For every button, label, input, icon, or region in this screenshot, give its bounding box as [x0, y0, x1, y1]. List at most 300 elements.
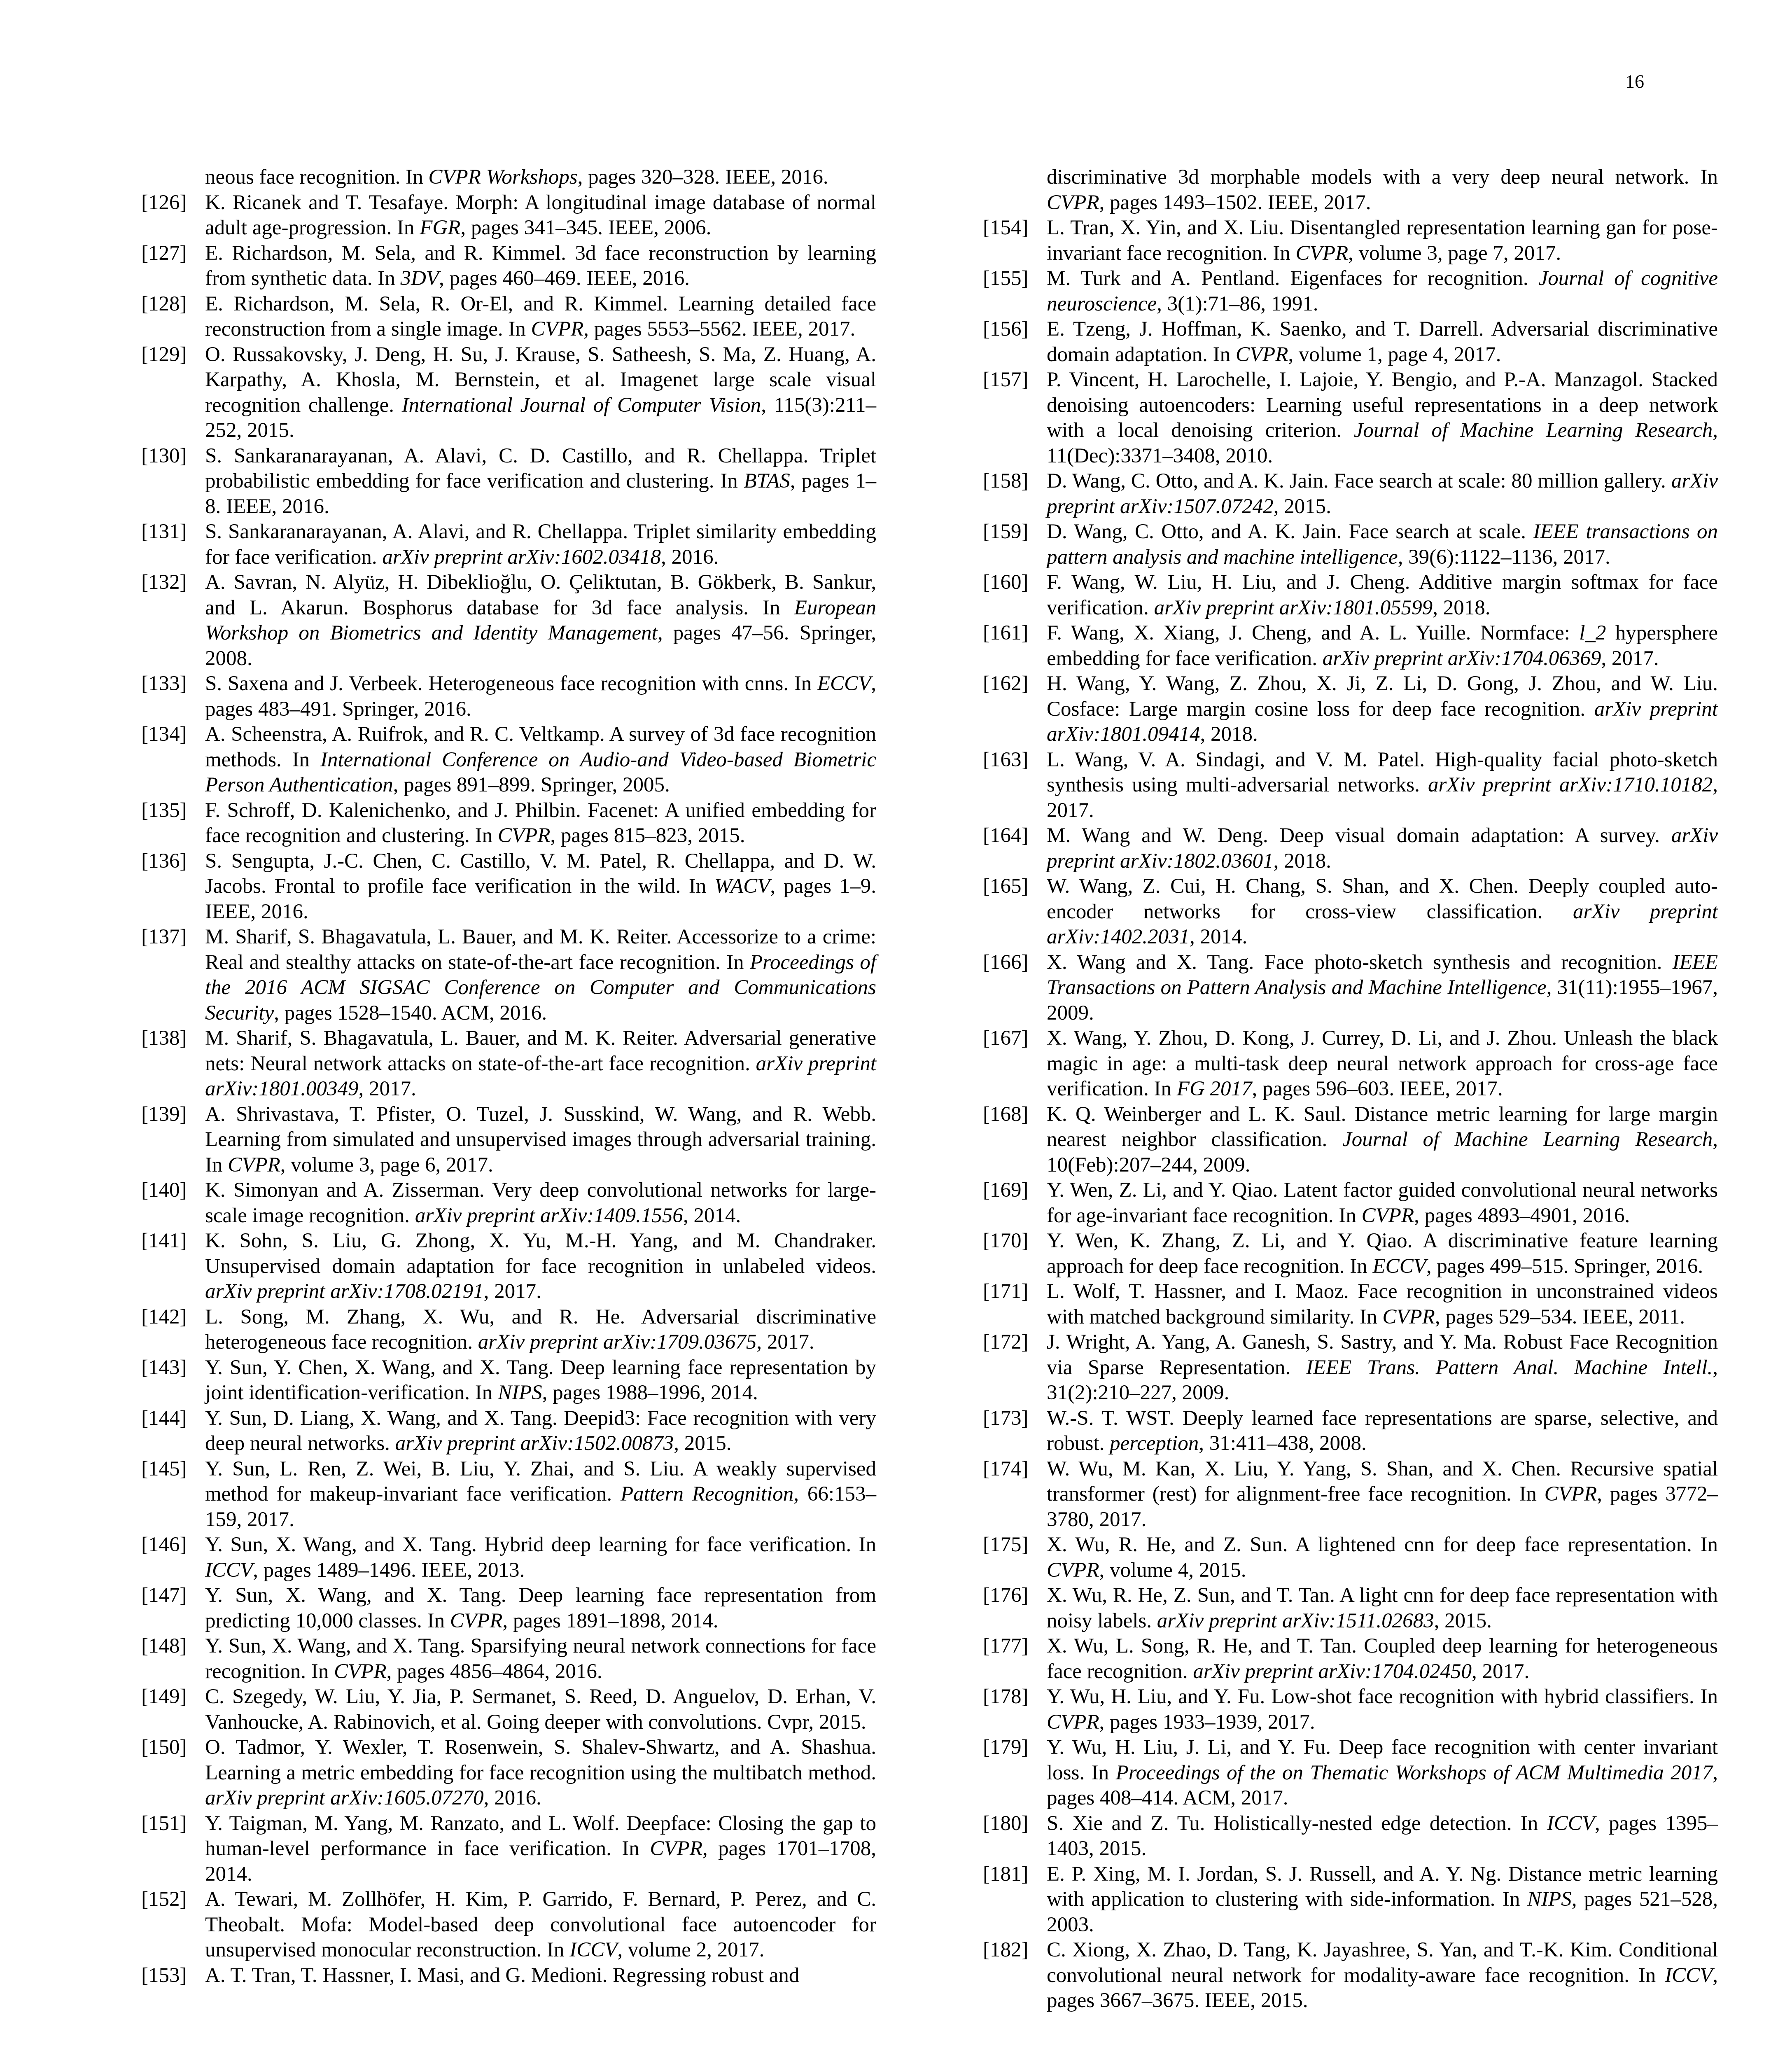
reference-segment: , pages 529–534. IEEE, 2011. [1435, 1305, 1685, 1328]
reference-entry [983, 1938, 1718, 2014]
reference-segment: C. Szegedy, W. Liu, Y. Jia, P. Sermanet, S. Reed, D. Anguelov, D. Erhan, V. Vanhoucke, A. Rabinovich, et al. Going deeper with convolutions. Cvpr, 2015. [205, 1685, 876, 1734]
reference-venue: CVPR [1361, 1204, 1414, 1227]
reference-text [983, 1102, 1718, 1178]
reference-number: [147] [141, 1584, 187, 1607]
reference-entry [983, 317, 1718, 367]
reference-segment: , pages 408–414. ACM, 2017. [1047, 1761, 1718, 1809]
reference-segment: , 31(11):1955–1967, 2009. [1047, 976, 1718, 1025]
reference-venue: CVPR [497, 824, 551, 847]
reference-segment: , pages 5553–5562. IEEE, 2017. [583, 317, 856, 341]
reference-venue: Journal of Machine Learning Research [1342, 1128, 1713, 1151]
reference-text [983, 215, 1718, 266]
reference-venue: European Workshop on Biometrics and Identity Management [205, 596, 876, 644]
reference-venue: arXiv preprint arXiv:1801.05599 [1154, 596, 1433, 619]
reference-venue: CVPR Workshops [428, 166, 578, 189]
reference-text [983, 1862, 1718, 1938]
reference-entry [141, 1887, 876, 1963]
reference-entry [983, 519, 1718, 570]
reference-number: [175] [983, 1533, 1029, 1556]
reference-entry [141, 671, 876, 722]
reference-text [141, 849, 876, 925]
reference-text [983, 1026, 1718, 1102]
reference-segment: S. Sankaranarayanan, A. Alavi, C. D. Castillo, and R. Chellappa. Triplet probabilistic embedding for face verification and clustering. In [205, 444, 876, 493]
reference-venue: BTAS [744, 469, 790, 493]
reference-segment: , pages 4856–4864, 2016. [386, 1660, 602, 1683]
reference-venue: arXiv preprint arXiv:1710.10182 [1428, 773, 1713, 796]
reference-text [141, 1963, 876, 1989]
reference-entry [141, 849, 876, 925]
reference-segment: , 31:411–438, 2008. [1199, 1432, 1367, 1455]
reference-number: [133] [141, 672, 187, 695]
reference-text [983, 671, 1718, 747]
reference-number: [160] [983, 571, 1029, 594]
references-column-right [983, 165, 1718, 2014]
reference-entry [141, 570, 876, 671]
reference-text [983, 266, 1718, 317]
reference-text [141, 1305, 876, 1355]
reference-venue: CVPR [334, 1660, 387, 1683]
reference-text [983, 823, 1718, 874]
reference-text [983, 1228, 1718, 1279]
reference-venue: CVPR [1235, 343, 1288, 366]
reference-segment: M. Wang and W. Deng. Deep visual domain adaptation: A survey. [1047, 824, 1671, 847]
reference-segment: A. Scheenstra, A. Ruifrok, and R. C. Veltkamp. A survey of 3d face recognition methods. In [205, 723, 876, 771]
reference-segment: , volume 4, 2015. [1099, 1558, 1246, 1582]
reference-text [141, 1178, 876, 1228]
reference-venue: arXiv preprint arXiv:1507.07242 [1047, 469, 1718, 518]
reference-segment: , pages 596–603. IEEE, 2017. [1252, 1077, 1503, 1100]
reference-segment: , 2018. [1273, 849, 1331, 873]
reference-segment: Y. Wen, Z. Li, and Y. Qiao. Latent factor guided convolutional neural networks for age-invariant face recognition. In [1047, 1179, 1718, 1227]
reference-segment: L. Song, M. Zhang, X. Wu, and R. He. Adversarial discriminative heterogeneous face recognition. [205, 1305, 876, 1354]
reference-entry [983, 367, 1718, 469]
reference-segment: , pages 1528–1540. ACM, 2016. [274, 1001, 547, 1025]
reference-text [141, 165, 876, 190]
reference-number: [128] [141, 292, 187, 315]
reference-segment: D. Wang, C. Otto, and A. K. Jain. Face search at scale. [1047, 520, 1533, 543]
reference-text [983, 1178, 1718, 1228]
reference-segment: Y. Sun, D. Liang, X. Wang, and X. Tang. Deepid3: Face recognition with very deep neural networks. [205, 1406, 876, 1455]
reference-entry [983, 1102, 1718, 1178]
reference-venue: CVPR [450, 1609, 503, 1632]
reference-venue: ICCV [1547, 1812, 1595, 1835]
reference-venue: arXiv preprint arXiv:1704.02450 [1193, 1660, 1472, 1683]
reference-segment: , pages 47–56. Springer, 2008. [205, 621, 876, 670]
reference-segment: E. P. Xing, M. I. Jordan, S. J. Russell, and A. Y. Ng. Distance metric learning with application to clustering with side-information. In [1047, 1862, 1718, 1911]
reference-entry [141, 1406, 876, 1457]
reference-segment: , pages 521–528, 2003. [1047, 1888, 1718, 1936]
reference-text [983, 1532, 1718, 1583]
reference-segment: , 2018. [1200, 723, 1258, 746]
reference-venue: arXiv preprint arXiv:1801.00349 [205, 1052, 877, 1100]
reference-entry [983, 1735, 1718, 1811]
reference-segment: O. Tadmor, Y. Wexler, T. Rosenwein, S. Shalev-Shwartz, and A. Shashua. Learning a metric embedding for face recognition using the multibatch method. [205, 1736, 876, 1784]
reference-segment: , 39(6):1122–1136, 2017. [1398, 545, 1610, 569]
reference-text [141, 1406, 876, 1457]
reference-entry [983, 1026, 1718, 1102]
reference-text [141, 798, 876, 849]
reference-segment: P. Vincent, H. Larochelle, I. Lajoie, Y. Bengio, and P.-A. Manzagol. Stacked denoising autoencoders: Learning useful representations in a deep network with a local denoising criterion. [1047, 368, 1718, 442]
reference-text [141, 671, 876, 722]
reference-segment: , pages 1493–1502. IEEE, 2017. [1099, 191, 1371, 214]
reference-text [983, 1330, 1718, 1406]
reference-venue: FG 2017 [1176, 1077, 1252, 1100]
reference-number: [156] [983, 317, 1029, 341]
reference-segment: Y. Sun, X. Wang, and X. Tang. Sparsifying neural network connections for face recognition. In [205, 1634, 876, 1683]
reference-entry [141, 1355, 876, 1406]
reference-segment: , pages 1395–1403, 2015. [1047, 1812, 1718, 1860]
reference-entry [141, 1457, 876, 1533]
reference-continuation [983, 165, 1718, 215]
reference-segment: L. Tran, X. Yin, and X. Liu. Disentangled representation learning gan for pose-invariant face recognition. In [1047, 216, 1718, 265]
reference-segment: , pages 1933–1939, 2017. [1099, 1710, 1315, 1734]
reference-segment: O. Russakovsky, J. Deng, H. Su, J. Krause, S. Satheesh, S. Ma, Z. Huang, A. Karpathy, A. Khosla, M. Bernstein, et al. Imagenet large scale visual recognition challenge. [205, 343, 876, 417]
reference-segment: , pages 815–823, 2015. [550, 824, 745, 847]
reference-text [983, 1684, 1718, 1735]
reference-number: [169] [983, 1179, 1029, 1202]
reference-venue: NIPS [1527, 1888, 1572, 1911]
reference-venue: CVPR [1047, 1710, 1099, 1734]
reference-text [141, 1228, 876, 1305]
reference-number: [126] [141, 191, 187, 214]
reference-entry [141, 1026, 876, 1102]
reference-venue: Journal of cognitive neuroscience [1047, 267, 1718, 315]
reference-entry [141, 519, 876, 570]
reference-segment: F. Wang, X. Xiang, J. Cheng, and A. L. Yuille. Normface: [1047, 621, 1580, 644]
reference-number: [129] [141, 343, 187, 366]
reference-venue: arXiv preprint arXiv:1709.03675 [478, 1331, 757, 1354]
reference-segment: , volume 1, page 4, 2017. [1288, 343, 1501, 366]
reference-text [983, 1406, 1718, 1457]
reference-entry [141, 1228, 876, 1305]
reference-segment: , volume 3, page 6, 2017. [280, 1153, 493, 1177]
reference-number: [157] [983, 368, 1029, 391]
reference-segment: , pages 1701–1708, 2014. [205, 1837, 876, 1886]
reference-number: [173] [983, 1406, 1029, 1430]
reference-number: [154] [983, 216, 1029, 239]
reference-venue: CVPR [531, 317, 584, 341]
reference-number: [134] [141, 723, 187, 746]
reference-entry [141, 1178, 876, 1228]
reference-segment: L. Wang, V. A. Sindagi, and V. M. Patel. High-quality facial photo-sketch synthesis using multi-adversarial networks. [1047, 748, 1718, 796]
reference-venue: arXiv preprint arXiv:1409.1556 [415, 1204, 683, 1227]
reference-entry [983, 1862, 1718, 1938]
reference-number: [162] [983, 672, 1029, 695]
reference-entry [141, 1963, 876, 1989]
reference-segment: A. T. Tran, T. Hassner, I. Masi, and G. Medioni. Regressing robust and [205, 1963, 800, 1987]
reference-segment: , volume 3, page 7, 2017. [1348, 241, 1561, 265]
reference-number: [151] [141, 1812, 187, 1835]
reference-entry [141, 1684, 876, 1735]
reference-entry [983, 1330, 1718, 1406]
reference-entry [983, 469, 1718, 519]
reference-number: [139] [141, 1102, 187, 1126]
reference-number: [144] [141, 1406, 187, 1430]
reference-venue: arXiv preprint arXiv:1502.00873 [395, 1432, 674, 1455]
reference-segment: Y. Wu, H. Liu, and Y. Fu. Low-shot face recognition with hybrid classifiers. In [1047, 1685, 1718, 1708]
reference-entry [983, 1457, 1718, 1533]
reference-segment: S. Saxena and J. Verbeek. Heterogeneous face recognition with cnns. In [205, 672, 817, 695]
reference-venue: arXiv preprint arXiv:1708.02191 [205, 1280, 484, 1303]
reference-number: [141] [141, 1229, 187, 1252]
reference-text [983, 1634, 1718, 1684]
reference-segment: , 2014. [1190, 925, 1248, 948]
reference-entry [983, 1178, 1718, 1228]
reference-segment: Y. Sun, X. Wang, and X. Tang. Deep learning face representation from predicting 10,000 classes. In [205, 1584, 876, 1632]
reference-venue: CVPR [1047, 1558, 1099, 1582]
reference-entry [141, 1583, 876, 1634]
reference-venue: CVPR [1544, 1482, 1597, 1506]
reference-venue: WACV [714, 875, 770, 898]
reference-segment: W. Wang, Z. Cui, H. Chang, S. Shan, and X. Chen. Deeply coupled auto-encoder networks for cross-view classification. [1047, 875, 1718, 923]
reference-entry [983, 823, 1718, 874]
reference-venue: arXiv preprint arXiv:1605.07270 [205, 1786, 484, 1809]
reference-number: [164] [983, 824, 1029, 847]
reference-entry [983, 1634, 1718, 1684]
reference-number: [142] [141, 1305, 187, 1328]
reference-text [141, 1887, 876, 1963]
reference-number: [146] [141, 1533, 187, 1556]
reference-venue: Pattern Recognition [621, 1482, 794, 1506]
reference-entry [983, 570, 1718, 621]
reference-entry [141, 444, 876, 520]
reference-entry [983, 950, 1718, 1026]
reference-number: [163] [983, 748, 1029, 771]
reference-venue: IEEE Trans. Pattern Anal. Machine Intell. [1306, 1356, 1713, 1379]
reference-text [983, 621, 1718, 671]
reference-segment: , pages 1–8. IEEE, 2016. [205, 469, 876, 518]
reference-number: [153] [141, 1963, 187, 1987]
reference-text [141, 444, 876, 520]
reference-number: [167] [983, 1027, 1029, 1050]
reference-text [983, 747, 1718, 824]
reference-text [141, 342, 876, 444]
reference-number: [166] [983, 950, 1029, 974]
reference-segment: neous face recognition. In [205, 166, 429, 189]
reference-segment: W. Wu, M. Kan, X. Liu, Y. Yang, S. Shan, and X. Chen. Recursive spatial transformer (rest) for alignment-free face recognition. In [1047, 1457, 1718, 1506]
reference-entry [141, 798, 876, 849]
reference-text [983, 1279, 1718, 1330]
reference-segment: X. Wang and X. Tang. Face photo-sketch synthesis and recognition. [1047, 950, 1673, 974]
reference-text [983, 317, 1718, 367]
reference-number: [148] [141, 1634, 187, 1657]
reference-venue: arXiv preprint arXiv:1802.03601 [1047, 824, 1718, 873]
reference-number: [138] [141, 1027, 187, 1050]
reference-text [983, 1735, 1718, 1811]
reference-segment: , 2017. [1601, 647, 1659, 670]
reference-segment: , 2015. [1273, 495, 1331, 518]
reference-entry [983, 266, 1718, 317]
reference-segment: X. Wu, R. He, and Z. Sun. A lightened cnn for deep face representation. In [1047, 1533, 1718, 1556]
reference-entry [141, 1532, 876, 1583]
reference-text [141, 924, 876, 1026]
reference-segment: , pages 1891–1898, 2014. [502, 1609, 719, 1632]
reference-number: [161] [983, 621, 1029, 644]
reference-text [983, 1811, 1718, 1862]
reference-number: [152] [141, 1888, 187, 1911]
reference-segment: discriminative 3d morphable models with a very deep neural network. In [1047, 166, 1718, 189]
reference-entry [983, 1583, 1718, 1634]
reference-segment: , pages 1988–1996, 2014. [542, 1381, 758, 1404]
reference-entry [983, 1811, 1718, 1862]
reference-entry [983, 747, 1718, 824]
reference-continuation [141, 165, 876, 190]
reference-number: [150] [141, 1736, 187, 1759]
reference-venue: Proceedings of the on Thematic Workshops of ACM Multimedia 2017 [1115, 1761, 1713, 1784]
reference-number: [181] [983, 1862, 1029, 1886]
reference-segment: , pages 341–345. IEEE, 2006. [460, 216, 712, 239]
reference-segment: M. Sharif, S. Bhagavatula, L. Bauer, and M. K. Reiter. Accessorize to a crime: Real and stealthy attacks on state-of-the-art face recognition. In [205, 925, 876, 974]
reference-text [141, 1457, 876, 1533]
reference-number: [137] [141, 925, 187, 948]
reference-text [983, 1583, 1718, 1634]
reference-text [983, 1938, 1718, 2014]
reference-venue: ECCV [817, 672, 871, 695]
reference-text [141, 190, 876, 241]
reference-segment: H. Wang, Y. Wang, Z. Zhou, X. Ji, Z. Li, D. Gong, J. Zhou, and W. Liu. Cosface: Large margin cosine loss for deep face recognition. [1047, 672, 1718, 721]
reference-segment: , 2017. [358, 1077, 416, 1100]
reference-segment: Y. Sun, L. Ren, Z. Wei, B. Liu, Y. Zhai, and S. Liu. A weakly supervised method for makeup-invariant face verification. [205, 1457, 876, 1506]
reference-text [983, 950, 1718, 1026]
reference-venue: International Journal of Computer Vision [401, 393, 761, 417]
reference-text [141, 1684, 876, 1735]
reference-entry [141, 1811, 876, 1887]
reference-venue: arXiv preprint arXiv:1704.06369 [1322, 647, 1601, 670]
reference-number: [177] [983, 1634, 1029, 1657]
reference-segment: Y. Wu, H. Liu, J. Li, and Y. Fu. Deep face recognition with center invariant loss. In [1047, 1736, 1718, 1784]
reference-number: [132] [141, 571, 187, 594]
reference-entry [983, 1279, 1718, 1330]
reference-number: [165] [983, 875, 1029, 898]
reference-segment: , 2017. [1047, 773, 1718, 822]
reference-venue: l_2 [1579, 621, 1606, 644]
reference-segment: , pages 1489–1496. IEEE, 2013. [253, 1558, 525, 1582]
reference-segment: , pages 483–491. Springer, 2016. [205, 672, 876, 721]
reference-segment: , 2014. [683, 1204, 741, 1227]
reference-segment: Y. Sun, X. Wang, and X. Tang. Hybrid deep learning for face verification. In [205, 1533, 876, 1556]
reference-venue: ICCV [205, 1558, 253, 1582]
reference-venue: IEEE transactions on pattern analysis and machine intelligence [1047, 520, 1718, 569]
reference-venue: CVPR [228, 1153, 280, 1177]
reference-number: [171] [983, 1280, 1029, 1303]
reference-venue: FGR [420, 216, 461, 239]
reference-text [141, 519, 876, 570]
reference-entry [983, 215, 1718, 266]
reference-text [983, 367, 1718, 469]
reference-number: [135] [141, 798, 187, 822]
reference-entry [983, 671, 1718, 747]
reference-segment: , 31(2):210–227, 2009. [1047, 1356, 1718, 1404]
reference-entry [983, 1406, 1718, 1457]
reference-entry [983, 1228, 1718, 1279]
reference-text [141, 241, 876, 292]
reference-venue: Proceedings of the 2016 ACM SIGSAC Conference on Computer and Communications Security [205, 950, 876, 1025]
reference-segment: , 2016. [483, 1786, 541, 1809]
reference-venue: IEEE Transactions on Pattern Analysis and Machine Intelligence [1047, 950, 1718, 999]
reference-segment: K. Ricanek and T. Tesafaye. Morph: A longitudinal image database of normal adult age-progression. In [205, 191, 876, 239]
reference-segment: Y. Sun, Y. Chen, X. Wang, and X. Tang. Deep learning face representation by joint identification-verification. In [205, 1356, 876, 1404]
reference-text [983, 1457, 1718, 1533]
reference-entry [141, 924, 876, 1026]
reference-text [983, 519, 1718, 570]
reference-segment: , 2017. [756, 1331, 814, 1354]
references-column-left [141, 165, 876, 1988]
reference-entry [141, 292, 876, 342]
reference-segment: S. Sankaranarayanan, A. Alavi, and R. Chellappa. Triplet similarity embedding for face verification. [205, 520, 876, 569]
reference-venue: ICCV [569, 1938, 618, 1961]
reference-venue: ICCV [1665, 1963, 1713, 1987]
reference-number: [143] [141, 1356, 187, 1379]
reference-venue: CVPR [1382, 1305, 1435, 1328]
reference-segment: , 115(3):211–252, 2015. [205, 393, 876, 442]
reference-segment: Y. Taigman, M. Yang, M. Ranzato, and L. Wolf. Deepface: Closing the gap to human-level performance in face verification. In [205, 1812, 876, 1860]
reference-number: [140] [141, 1179, 187, 1202]
reference-text [141, 1634, 876, 1684]
reference-segment: Y. Wen, K. Zhang, Z. Li, and Y. Qiao. A discriminative feature learning approach for deep face recognition. In [1047, 1229, 1718, 1278]
reference-text [141, 1735, 876, 1811]
reference-segment: , 2017. [1472, 1660, 1530, 1683]
reference-entry [983, 1684, 1718, 1735]
reference-venue: NIPS [497, 1381, 542, 1404]
reference-segment: S. Sengupta, J.-C. Chen, C. Castillo, V. M. Patel, R. Chellappa, and D. W. Jacobs. Frontal to profile face verification in the wild. In [205, 849, 876, 898]
reference-number: [182] [983, 1938, 1029, 1961]
reference-segment: , pages 320–328. IEEE, 2016. [577, 166, 828, 189]
reference-venue: Journal of Machine Learning Research [1353, 419, 1713, 442]
reference-venue: CVPR [1047, 191, 1099, 214]
reference-venue: arXiv preprint arXiv:1402.2031 [1047, 900, 1718, 948]
reference-entry [983, 874, 1718, 950]
reference-number: [172] [983, 1331, 1029, 1354]
reference-entry [141, 342, 876, 444]
reference-segment: F. Wang, W. Liu, H. Liu, and J. Cheng. Additive margin softmax for face verification. [1047, 571, 1718, 619]
reference-number: [168] [983, 1102, 1029, 1126]
reference-venue: arXiv preprint arXiv:1801.09414 [1047, 697, 1718, 746]
page-number: 16 [1625, 71, 1644, 92]
reference-entry [141, 1305, 876, 1355]
reference-number: [149] [141, 1685, 187, 1708]
reference-number: [180] [983, 1812, 1029, 1835]
reference-number: [178] [983, 1685, 1029, 1708]
reference-segment: M. Turk and A. Pentland. Eigenfaces for recognition. [1047, 267, 1539, 290]
reference-segment: X. Wang, Y. Zhou, D. Kong, J. Currey, D. Li, and J. Zhou. Unleash the black magic in age: a multi-task deep neural network approach for cross-age face verification. In [1047, 1027, 1718, 1100]
reference-text [141, 1026, 876, 1102]
reference-number: [179] [983, 1736, 1029, 1759]
reference-number: [170] [983, 1229, 1029, 1252]
reference-segment: , 2017. [483, 1280, 541, 1303]
reference-entry [141, 190, 876, 241]
reference-venue: CVPR [1295, 241, 1349, 265]
reference-segment: , pages 3772–3780, 2017. [1047, 1482, 1718, 1531]
reference-text [983, 874, 1718, 950]
reference-segment: K. Sohn, S. Liu, G. Zhong, X. Yu, M.-H. Yang, and M. Chandraker. Unsupervised domain adaptation for face recognition in unlabeled videos. [205, 1229, 876, 1278]
reference-segment: A. Savran, N. Alyüz, H. Dibeklioğlu, O. Çeliktutan, B. Gökberk, B. Sankur, and L. Akarun. Bosphorus database for 3d face analysis. In [205, 571, 876, 619]
reference-segment: , 11(Dec):3371–3408, 2010. [1047, 419, 1718, 467]
reference-venue: arXiv preprint arXiv:1511.02683 [1157, 1609, 1434, 1632]
reference-segment: , 66:153–159, 2017. [205, 1482, 877, 1531]
reference-venue: CVPR [650, 1837, 702, 1860]
reference-text [141, 292, 876, 342]
reference-venue: perception [1110, 1432, 1199, 1455]
reference-number: [130] [141, 444, 187, 467]
reference-number: [155] [983, 267, 1029, 290]
reference-segment: E. Richardson, M. Sela, and R. Kimmel. 3d face reconstruction by learning from synthetic data. In [205, 241, 876, 290]
reference-segment: C. Xiong, X. Zhao, D. Tang, K. Jayashree, S. Yan, and T.-K. Kim. Conditional convolutional neural network for modality-aware face recognition. In [1047, 1938, 1718, 1987]
reference-entry [983, 1532, 1718, 1583]
reference-entry [141, 1735, 876, 1811]
reference-venue: ECCV [1372, 1254, 1426, 1278]
reference-segment: X. Wu, R. He, Z. Sun, and T. Tan. A light cnn for deep face representation with noisy labels. [1047, 1584, 1718, 1632]
reference-segment: , pages 891–899. Springer, 2005. [393, 773, 670, 796]
